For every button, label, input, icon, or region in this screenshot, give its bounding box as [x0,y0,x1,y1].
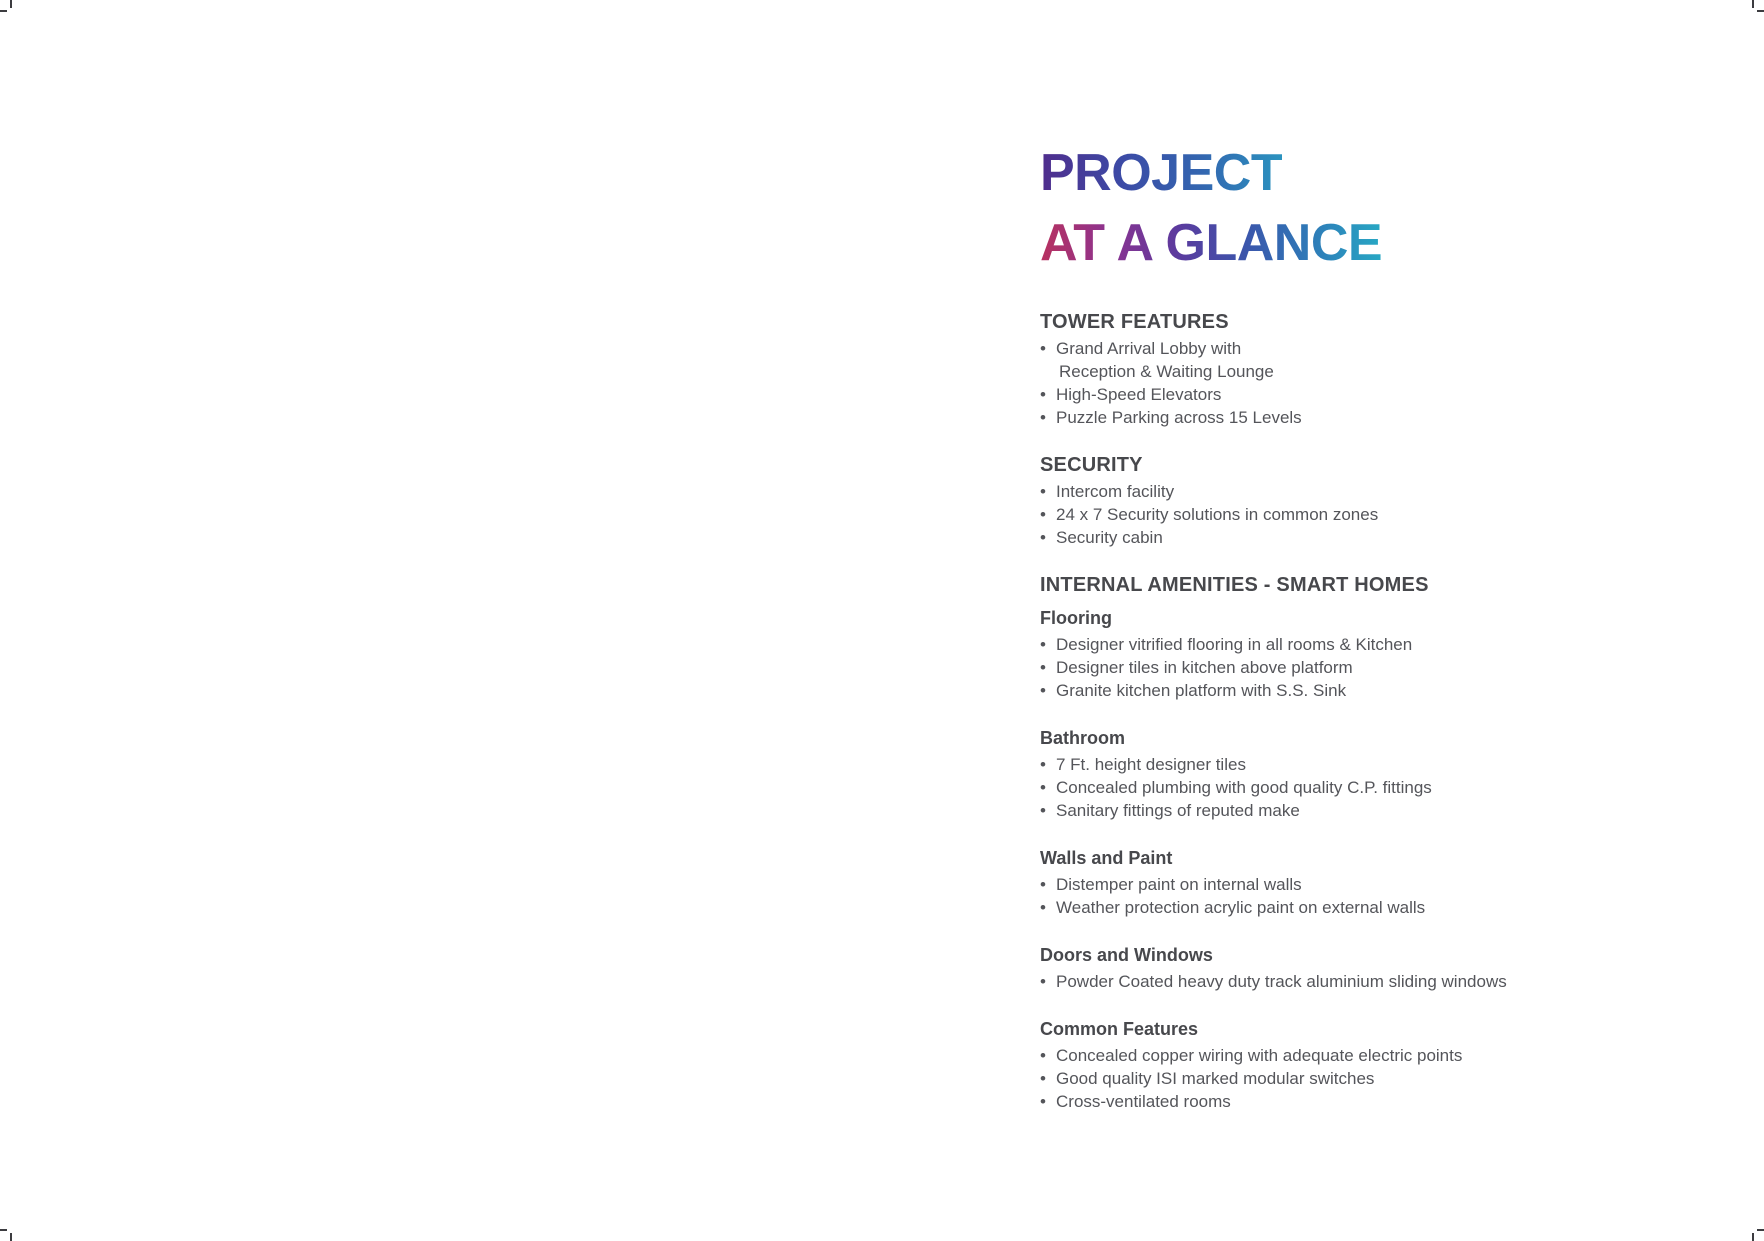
bullet-list [1040,970,1520,993]
bullet-icon: • [1040,1092,1046,1111]
bullet-item [1040,896,1520,919]
bullet-icon: • [1040,408,1046,427]
bullet-text: Concealed plumbing with good quality C.P. fittings [1056,778,1432,797]
bullet-icon: • [1040,801,1046,820]
bullet-icon: • [1040,1046,1046,1065]
bullet-text: Concealed copper wiring with adequate electric points [1056,1046,1463,1065]
content-column [1040,138,1520,1113]
bullet-text: Intercom facility [1056,482,1175,501]
bullet-icon: • [1040,658,1046,677]
bullet-icon: • [1040,385,1046,404]
bullet-text: Granite kitchen platform with S.S. Sink [1056,681,1347,700]
bullet-text: Puzzle Parking across 15 Levels [1056,408,1302,427]
bullet-list [1040,633,1520,702]
subsection-heading: Common Features [1040,1019,1199,1039]
bullet-text: Sanitary fittings of reputed make [1056,801,1300,820]
bullet-line [1040,799,1520,822]
feature-section [1040,310,1520,429]
bullet-item [1040,970,1520,993]
bullet-list [1040,337,1520,429]
bullet-list [1040,753,1520,822]
crop-mark [1757,10,1764,12]
bullet-icon: • [1040,1069,1046,1088]
bullet-icon: • [1040,681,1046,700]
bullet-item [1040,406,1520,429]
crop-mark [1752,1233,1754,1241]
bullet-text: 7 Ft. height designer tiles [1056,755,1246,774]
bullet-item [1040,480,1520,503]
bullet-text: Designer vitrified flooring in all rooms & Kitchen [1056,635,1413,654]
section-heading: SECURITY [1040,454,1143,476]
feature-subsection [1040,846,1520,919]
bullet-item [1040,383,1520,406]
bullet-icon: • [1040,875,1046,894]
bullet-line [1040,896,1520,919]
title-line-2: AT A GLANCE [1040,208,1382,278]
bullet-item [1040,873,1520,896]
feature-subsection [1040,1017,1520,1113]
bullet-item [1040,1067,1520,1090]
crop-mark [1757,1229,1764,1231]
bullet-icon: • [1040,505,1046,524]
bullet-item [1040,776,1520,799]
bullet-text: Designer tiles in kitchen above platform [1056,658,1353,677]
bullet-line [1040,1044,1520,1067]
bullet-line [1040,503,1520,526]
bullet-line [1040,970,1520,993]
bullet-line [1040,753,1520,776]
bullet-list [1040,873,1520,919]
crop-mark [1752,0,1754,8]
bullet-line [1040,633,1520,656]
bullet-line [1040,1067,1520,1090]
bullet-item [1040,526,1520,549]
section-heading: TOWER FEATURES [1040,311,1229,333]
bullet-text: High-Speed Elevators [1056,385,1222,404]
bullet-text-continued: Reception & Waiting Lounge [1059,362,1274,381]
bullet-text: Grand Arrival Lobby with [1056,339,1242,358]
bullet-text: Powder Coated heavy duty track aluminium sliding windows [1056,972,1507,991]
bullet-item [1040,337,1520,383]
bullet-line [1040,656,1520,679]
feature-section [1040,573,1520,1113]
bullet-item [1040,633,1520,656]
bullet-list [1040,1044,1520,1113]
bullet-icon: • [1040,898,1046,917]
subsection-heading: Doors and Windows [1040,945,1213,965]
bullet-item [1040,656,1520,679]
feature-subsection [1040,943,1520,993]
bullet-icon: • [1040,972,1046,991]
bullet-text: Security cabin [1056,528,1163,547]
feature-sections [1040,310,1520,1113]
feature-section [1040,453,1520,549]
bullet-icon: • [1040,339,1046,358]
bullet-icon: • [1040,755,1046,774]
bullet-line [1040,1090,1520,1113]
crop-mark [10,0,12,8]
subsection-heading: Bathroom [1040,728,1125,748]
crop-mark [0,10,7,12]
section-heading: INTERNAL AMENITIES - SMART HOMES [1040,574,1429,596]
bullet-line [1040,873,1520,896]
bullet-item [1040,753,1520,776]
bullet-icon: • [1040,778,1046,797]
crop-mark [0,1229,7,1231]
bullet-icon: • [1040,528,1046,547]
subsection-heading: Flooring [1040,608,1112,628]
bullet-line [1040,480,1520,503]
bullet-line [1040,337,1520,360]
bullet-text: Good quality ISI marked modular switches [1056,1069,1375,1088]
subsection-heading: Walls and Paint [1040,848,1173,868]
bullet-item [1040,1044,1520,1067]
title-line-1: PROJECT [1040,138,1282,208]
bullet-line [1040,776,1520,799]
feature-subsection [1040,606,1520,702]
bullet-text: 24 x 7 Security solutions in common zones [1056,505,1379,524]
bullet-item [1040,503,1520,526]
feature-subsection [1040,726,1520,822]
bullet-line [1040,679,1520,702]
bullet-icon: • [1040,482,1046,501]
bullet-text: Distemper paint on internal walls [1056,875,1302,894]
bullet-item [1040,679,1520,702]
bullet-text: Cross-ventilated rooms [1056,1092,1231,1111]
bullet-item [1040,799,1520,822]
bullet-item [1040,1090,1520,1113]
crop-mark [10,1233,12,1241]
page-title [1040,138,1520,278]
bullet-line [1040,383,1520,406]
bullet-list [1040,480,1520,549]
bullet-icon: • [1040,635,1046,654]
bullet-line [1040,406,1520,429]
bullet-line [1040,526,1520,549]
bullet-text: Weather protection acrylic paint on external walls [1056,898,1426,917]
